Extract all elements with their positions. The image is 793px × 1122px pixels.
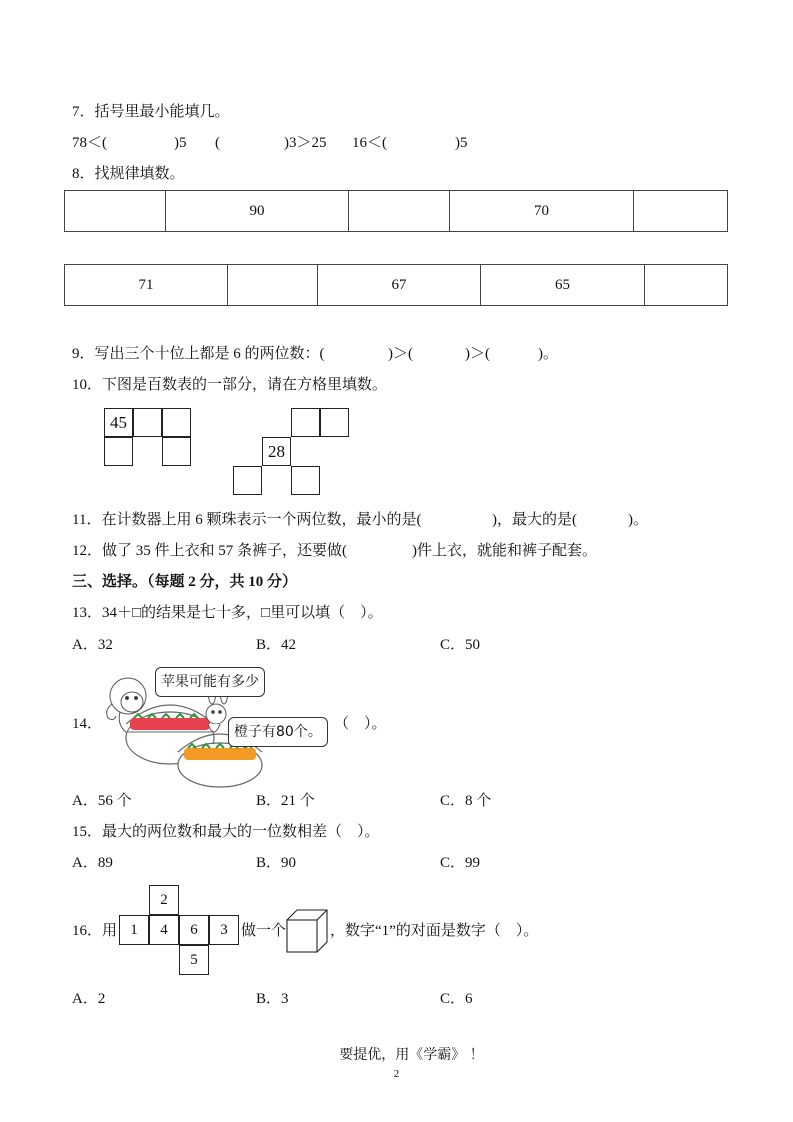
grid1-cell[interactable] [133, 408, 162, 437]
q7-part3-open: 16＜( [352, 135, 387, 151]
page-number: 2 [393, 1068, 400, 1080]
net-face: 1 [119, 915, 149, 945]
q7-part3-close: )5 [455, 135, 468, 151]
grid2-cell: 28 [262, 437, 291, 466]
section-3-title: 三、选择。（每题 2 分，共 10 分） [72, 574, 298, 590]
q9-blank-sep-1: )＞( [388, 346, 413, 362]
grid1-cell[interactable] [162, 408, 191, 437]
oranges [184, 748, 256, 760]
q11-mid: )，最大的是( [492, 512, 577, 528]
seq1-cell: 70 [450, 191, 634, 232]
grid2-cell[interactable] [320, 408, 349, 437]
seq2-cell: 71 [65, 265, 228, 306]
cube-icon [286, 908, 328, 954]
q16-mid: 做一个 [241, 923, 287, 939]
grid2-cell[interactable] [233, 466, 262, 495]
seq1-cell[interactable] [634, 191, 728, 232]
speech-bubble-monkey: 苹果可能有多少 [155, 667, 265, 697]
seq1-cell[interactable] [349, 191, 450, 232]
seq2-cell: 67 [318, 265, 481, 306]
grid1-cell[interactable] [104, 437, 133, 466]
q7-title: 7．括号里最小能填几。 [72, 104, 230, 120]
q7-part2-open: ( [215, 135, 220, 151]
q7-part2-close: )3＞25 [284, 135, 327, 151]
q13-option-b[interactable]: B．42 [256, 637, 297, 653]
q8-title: 8．找规律填数。 [72, 166, 185, 182]
grid1-cell: 45 [104, 408, 133, 437]
q8-sequence-table-2 [64, 264, 728, 306]
q7-part1-open: 78＜( [72, 135, 107, 151]
q15-option-c[interactable]: C．99 [440, 855, 481, 871]
footer-slogan: 要提优，用《学霸》 ！ [339, 1047, 484, 1063]
net-face: 6 [179, 915, 209, 945]
seq2-cell[interactable] [228, 265, 318, 306]
q12-end: )件上衣，就能和裤子配套。 [412, 543, 597, 559]
q13-option-a[interactable]: A．32 [72, 637, 113, 653]
q16-option-a[interactable]: A．2 [72, 991, 106, 1007]
q15-option-b[interactable]: B．90 [256, 855, 297, 871]
q9-text: 9．写出三个十位上都是 6 的两位数：( [72, 346, 325, 362]
q14-option-c[interactable]: C．8 个 [440, 793, 492, 809]
q10-title: 10．下图是百数表的一部分，请在方格里填数。 [72, 377, 388, 393]
q11-end: )。 [628, 512, 648, 528]
q16-option-b[interactable]: B．3 [256, 991, 289, 1007]
q15-option-a[interactable]: A．89 [72, 855, 113, 871]
q8-sequence-table-1 [64, 190, 728, 232]
q9-blank-end: )。 [538, 346, 558, 362]
q16-prefix: 16．用 [72, 923, 118, 939]
grid2-cell[interactable] [291, 408, 320, 437]
q13-option-c[interactable]: C．50 [440, 637, 481, 653]
q14-option-b[interactable]: B．21 个 [256, 793, 315, 809]
q12-text: 12．做了 35 件上衣和 57 条裤子，还要做( [72, 543, 347, 559]
q7-part1-close: )5 [174, 135, 187, 151]
grid1-cell[interactable] [162, 437, 191, 466]
q13-text: 13．34＋□的结果是七十多，□里可以填（ ）。 [72, 605, 383, 621]
net-face: 5 [179, 945, 209, 975]
net-face: 2 [149, 885, 179, 915]
q11-text: 11．在计数器上用 6 颗珠表示一个两位数，最小的是( [72, 512, 422, 528]
net-face: 4 [149, 915, 179, 945]
q15-text: 15．最大的两位数和最大的一位数相差（ ）。 [72, 824, 380, 840]
net-face: 3 [209, 915, 239, 945]
seq1-cell: 90 [166, 191, 349, 232]
seq1-cell[interactable] [65, 191, 166, 232]
q14-option-a[interactable]: A．56 个 [72, 793, 132, 809]
q14-number: 14． [72, 716, 103, 732]
seq2-cell: 65 [481, 265, 645, 306]
q16-suffix: ，数字“1”的对面是数字（ ）。 [330, 923, 539, 939]
q14-blank: （ ）。 [334, 716, 387, 732]
q16-option-c[interactable]: C．6 [440, 991, 473, 1007]
grid2-cell[interactable] [291, 466, 320, 495]
apples [130, 718, 210, 730]
speech-bubble-rabbit: 橙子有80个。 [228, 717, 328, 747]
seq2-cell[interactable] [645, 265, 728, 306]
q9-blank-sep-2: )＞( [465, 346, 490, 362]
